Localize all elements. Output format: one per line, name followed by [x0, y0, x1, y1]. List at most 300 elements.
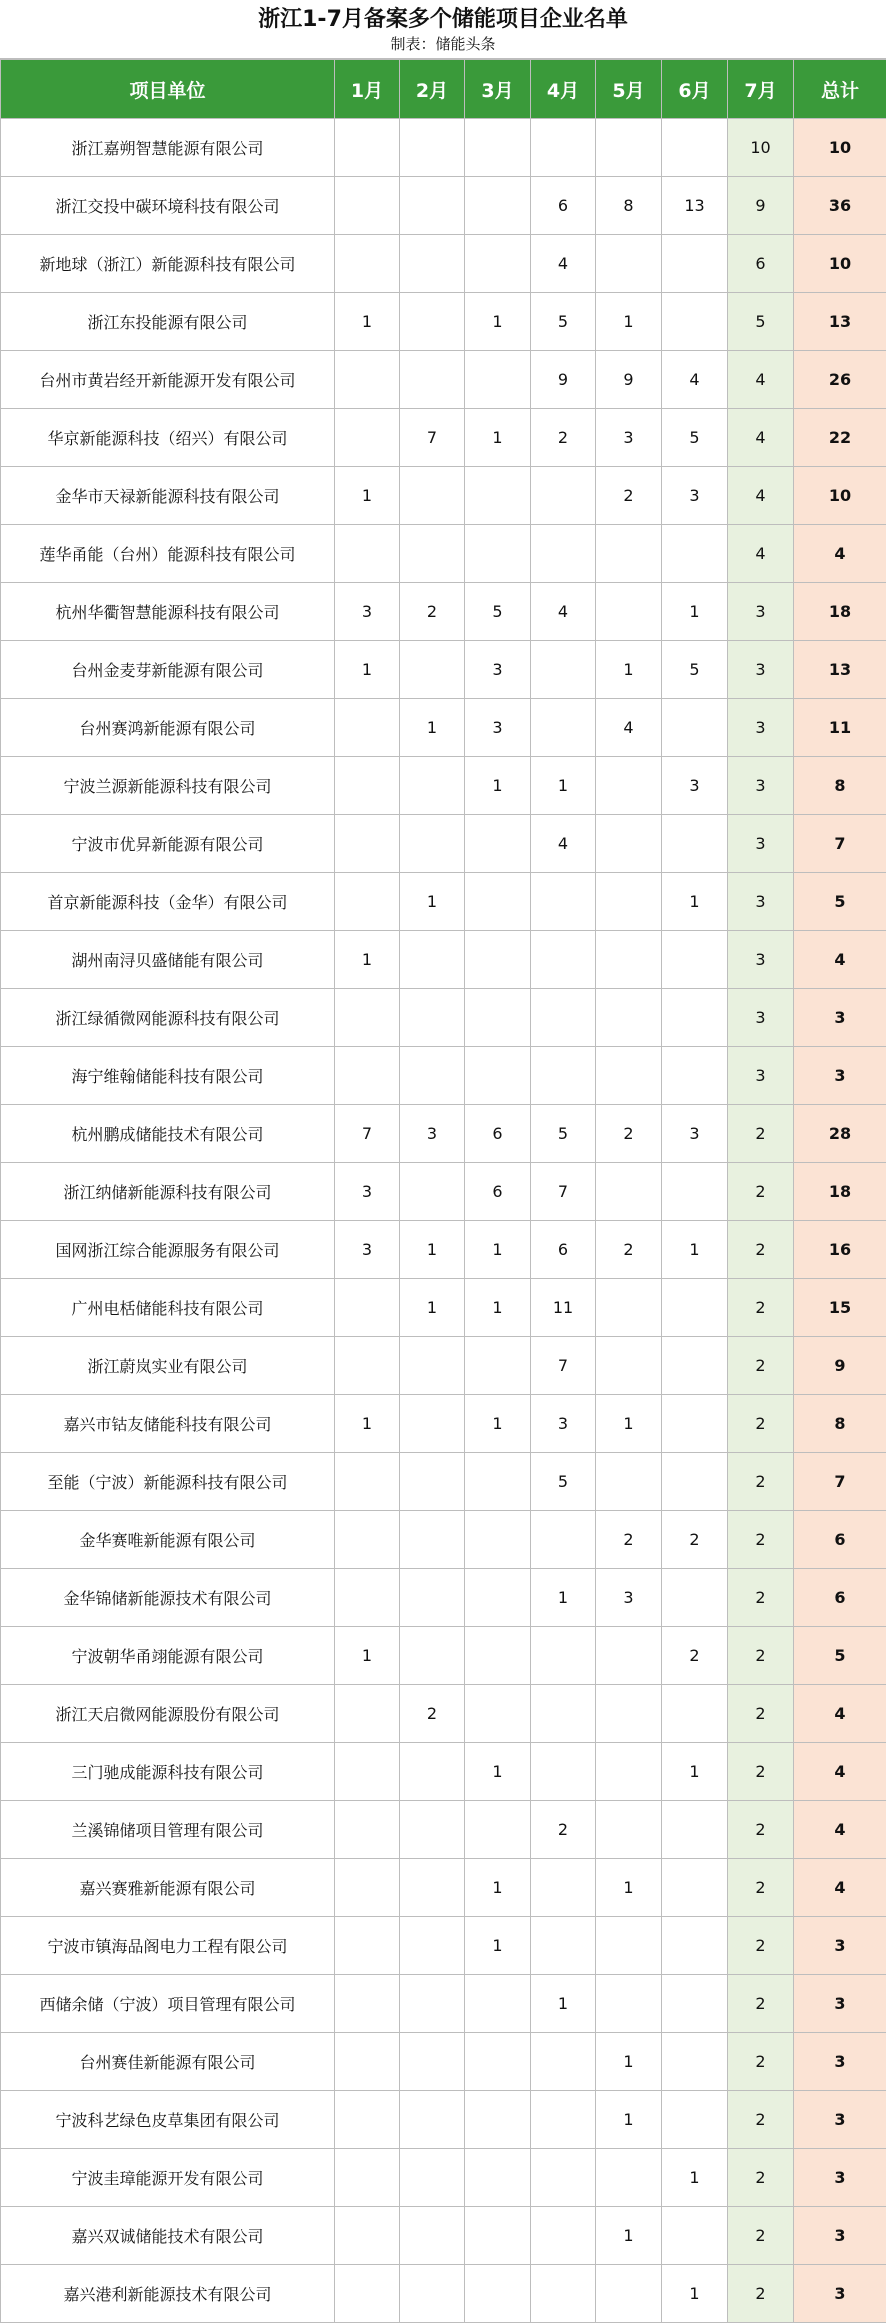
cell-jan: [335, 1337, 400, 1395]
cell-may: [596, 1337, 662, 1395]
cell-total: 4: [794, 1801, 886, 1859]
cell-jun: [662, 293, 728, 351]
cell-may: [596, 873, 662, 931]
cell-feb: 1: [400, 699, 465, 757]
cell-feb: [400, 931, 465, 989]
company-name-cell: 嘉兴市钴友储能科技有限公司: [1, 1395, 335, 1453]
cell-jan: [335, 2033, 400, 2091]
table-header-row: [1, 60, 886, 119]
table-row: [1, 2207, 886, 2265]
cell-may: [596, 1627, 662, 1685]
table-row: [1, 2149, 886, 2207]
cell-jul: 3: [728, 641, 794, 699]
cell-total: 3: [794, 2207, 886, 2265]
cell-feb: [400, 1337, 465, 1395]
cell-mar: [465, 989, 531, 1047]
cell-mar: 3: [465, 699, 531, 757]
cell-total: 4: [794, 1859, 886, 1917]
cell-mar: [465, 525, 531, 583]
cell-may: 1: [596, 641, 662, 699]
cell-jul: 3: [728, 815, 794, 873]
cell-total: 26: [794, 351, 886, 409]
cell-apr: 4: [531, 583, 596, 641]
cell-jun: [662, 525, 728, 583]
cell-jul: 4: [728, 467, 794, 525]
cell-apr: [531, 1685, 596, 1743]
cell-jul: 4: [728, 409, 794, 467]
cell-jan: 1: [335, 1395, 400, 1453]
cell-jan: [335, 873, 400, 931]
cell-jan: [335, 2149, 400, 2207]
cell-jun: 1: [662, 1743, 728, 1801]
cell-apr: 4: [531, 235, 596, 293]
cell-may: 2: [596, 467, 662, 525]
company-name-cell: 至能（宁波）新能源科技有限公司: [1, 1453, 335, 1511]
company-name-cell: 海宁维翰储能科技有限公司: [1, 1047, 335, 1105]
cell-may: 4: [596, 699, 662, 757]
cell-jan: [335, 1859, 400, 1917]
company-name-cell: 兰溪锦储项目管理有限公司: [1, 1801, 335, 1859]
cell-jun: 5: [662, 641, 728, 699]
cell-apr: 2: [531, 1801, 596, 1859]
cell-may: [596, 119, 662, 177]
cell-jun: [662, 1569, 728, 1627]
cell-mar: [465, 815, 531, 873]
cell-jul: 2: [728, 1859, 794, 1917]
cell-total: 3: [794, 1917, 886, 1975]
cell-jun: [662, 815, 728, 873]
cell-jan: [335, 177, 400, 235]
cell-mar: [465, 351, 531, 409]
cell-jun: [662, 1975, 728, 2033]
cell-apr: 3: [531, 1395, 596, 1453]
cell-may: [596, 1279, 662, 1337]
cell-jun: [662, 1859, 728, 1917]
cell-jul: 2: [728, 2149, 794, 2207]
cell-jan: [335, 1975, 400, 2033]
table-row: [1, 1337, 886, 1395]
cell-total: 8: [794, 1395, 886, 1453]
cell-feb: 2: [400, 583, 465, 641]
cell-jun: 1: [662, 2265, 728, 2323]
company-name-cell: 宁波兰源新能源科技有限公司: [1, 757, 335, 815]
company-name-cell: 金华市天禄新能源科技有限公司: [1, 467, 335, 525]
cell-jul: 3: [728, 931, 794, 989]
cell-mar: 5: [465, 583, 531, 641]
cell-apr: [531, 525, 596, 583]
cell-may: [596, 1047, 662, 1105]
company-name-cell: 华京新能源科技（绍兴）有限公司: [1, 409, 335, 467]
cell-feb: [400, 1801, 465, 1859]
cell-apr: [531, 931, 596, 989]
cell-jun: [662, 1453, 728, 1511]
column-header-feb: 2月: [400, 60, 465, 119]
cell-jan: 1: [335, 293, 400, 351]
cell-jul: 3: [728, 1047, 794, 1105]
cell-may: 9: [596, 351, 662, 409]
cell-mar: [465, 2207, 531, 2265]
table-row: [1, 467, 886, 525]
cell-mar: [465, 1801, 531, 1859]
cell-total: 5: [794, 873, 886, 931]
cell-jun: [662, 1047, 728, 1105]
cell-jun: [662, 2033, 728, 2091]
cell-jun: 1: [662, 873, 728, 931]
cell-total: 7: [794, 1453, 886, 1511]
column-header-mar: 3月: [465, 60, 531, 119]
cell-jan: [335, 757, 400, 815]
company-name-cell: 杭州华衢智慧能源科技有限公司: [1, 583, 335, 641]
cell-jan: [335, 815, 400, 873]
cell-mar: [465, 931, 531, 989]
table-row: [1, 1395, 886, 1453]
cell-feb: 1: [400, 1279, 465, 1337]
cell-mar: [465, 2149, 531, 2207]
cell-feb: [400, 467, 465, 525]
table-row: [1, 989, 886, 1047]
company-name-cell: 台州赛佳新能源有限公司: [1, 2033, 335, 2091]
cell-apr: [531, 1743, 596, 1801]
cell-jun: 4: [662, 351, 728, 409]
cell-jun: [662, 119, 728, 177]
cell-jul: 9: [728, 177, 794, 235]
cell-mar: 1: [465, 1917, 531, 1975]
cell-jan: [335, 2207, 400, 2265]
cell-jul: 4: [728, 525, 794, 583]
cell-jul: 2: [728, 1685, 794, 1743]
page-title: 浙江1-7月备案多个储能项目企业名单: [258, 7, 628, 32]
cell-apr: [531, 989, 596, 1047]
cell-jan: [335, 1047, 400, 1105]
cell-feb: [400, 2033, 465, 2091]
cell-mar: 1: [465, 1395, 531, 1453]
cell-jun: [662, 1917, 728, 1975]
cell-jun: [662, 699, 728, 757]
table-row: [1, 351, 886, 409]
cell-jul: 2: [728, 2091, 794, 2149]
cell-jan: [335, 1917, 400, 1975]
cell-jan: [335, 2265, 400, 2323]
cell-total: 4: [794, 1743, 886, 1801]
cell-total: 9: [794, 1337, 886, 1395]
cell-feb: [400, 1569, 465, 1627]
cell-jun: 13: [662, 177, 728, 235]
cell-apr: [531, 1859, 596, 1917]
company-name-cell: 首京新能源科技（金华）有限公司: [1, 873, 335, 931]
cell-jan: 1: [335, 641, 400, 699]
cell-apr: [531, 641, 596, 699]
cell-jun: [662, 1395, 728, 1453]
cell-may: 3: [596, 1569, 662, 1627]
cell-total: 15: [794, 1279, 886, 1337]
cell-mar: 3: [465, 641, 531, 699]
cell-jan: [335, 409, 400, 467]
cell-jun: [662, 1279, 728, 1337]
company-name-cell: 西储余储（宁波）项目管理有限公司: [1, 1975, 335, 2033]
cell-may: [596, 2149, 662, 2207]
cell-total: 13: [794, 293, 886, 351]
cell-feb: [400, 1975, 465, 2033]
cell-may: 1: [596, 293, 662, 351]
cell-total: 3: [794, 989, 886, 1047]
cell-jan: [335, 2091, 400, 2149]
company-name-cell: 湖州南浔贝盛储能有限公司: [1, 931, 335, 989]
table-row: [1, 757, 886, 815]
column-header-apr: 4月: [531, 60, 596, 119]
cell-apr: 5: [531, 1105, 596, 1163]
cell-may: 1: [596, 2207, 662, 2265]
cell-jan: [335, 235, 400, 293]
company-name-cell: 浙江天启微网能源股份有限公司: [1, 1685, 335, 1743]
cell-jun: 1: [662, 1221, 728, 1279]
cell-feb: [400, 525, 465, 583]
cell-feb: [400, 1395, 465, 1453]
company-name-cell: 台州市黄岩经开新能源开发有限公司: [1, 351, 335, 409]
cell-jun: 2: [662, 1511, 728, 1569]
cell-jul: 2: [728, 1163, 794, 1221]
column-header-jan: 1月: [335, 60, 400, 119]
table-row: [1, 1105, 886, 1163]
cell-apr: 1: [531, 1975, 596, 2033]
cell-total: 5: [794, 1627, 886, 1685]
cell-total: 3: [794, 2091, 886, 2149]
cell-apr: [531, 1511, 596, 1569]
company-name-cell: 嘉兴赛雅新能源有限公司: [1, 1859, 335, 1917]
cell-apr: [531, 2149, 596, 2207]
company-name-cell: 台州赛鸿新能源有限公司: [1, 699, 335, 757]
cell-may: [596, 1975, 662, 2033]
cell-may: 1: [596, 2091, 662, 2149]
company-name-cell: 广州电栝储能科技有限公司: [1, 1279, 335, 1337]
cell-jun: [662, 1685, 728, 1743]
cell-mar: [465, 177, 531, 235]
cell-jul: 3: [728, 873, 794, 931]
cell-jul: 2: [728, 1511, 794, 1569]
cell-jun: 3: [662, 467, 728, 525]
cell-feb: [400, 2149, 465, 2207]
cell-jul: 2: [728, 2207, 794, 2265]
cell-jul: 6: [728, 235, 794, 293]
cell-mar: [465, 1511, 531, 1569]
cell-feb: [400, 1917, 465, 1975]
cell-feb: [400, 641, 465, 699]
table-row: [1, 2091, 886, 2149]
cell-jul: 10: [728, 119, 794, 177]
company-name-cell: 杭州鹏成储能技术有限公司: [1, 1105, 335, 1163]
cell-apr: 4: [531, 815, 596, 873]
cell-apr: 5: [531, 293, 596, 351]
cell-apr: 1: [531, 1569, 596, 1627]
cell-jun: [662, 2207, 728, 2265]
cell-jan: [335, 699, 400, 757]
cell-jan: 1: [335, 467, 400, 525]
cell-jan: 3: [335, 1221, 400, 1279]
cell-feb: 1: [400, 1221, 465, 1279]
cell-jul: 5: [728, 293, 794, 351]
column-header-may: 5月: [596, 60, 662, 119]
cell-feb: [400, 1163, 465, 1221]
cell-total: 16: [794, 1221, 886, 1279]
cell-jan: [335, 1279, 400, 1337]
cell-jan: 3: [335, 583, 400, 641]
cell-feb: [400, 757, 465, 815]
cell-jun: 2: [662, 1627, 728, 1685]
cell-jun: [662, 235, 728, 293]
cell-jan: [335, 1569, 400, 1627]
cell-jun: 1: [662, 2149, 728, 2207]
cell-feb: [400, 1453, 465, 1511]
cell-jun: [662, 931, 728, 989]
cell-apr: 7: [531, 1163, 596, 1221]
cell-feb: [400, 235, 465, 293]
table-row: [1, 1975, 886, 2033]
table-body: [1, 119, 886, 2323]
page-subtitle: 制表：储能头条: [390, 35, 496, 53]
cell-mar: [465, 235, 531, 293]
cell-may: [596, 1743, 662, 1801]
cell-feb: [400, 2265, 465, 2323]
cell-total: 18: [794, 1163, 886, 1221]
cell-may: [596, 583, 662, 641]
cell-total: 6: [794, 1511, 886, 1569]
cell-may: [596, 1163, 662, 1221]
cell-jul: 2: [728, 1105, 794, 1163]
cell-apr: [531, 699, 596, 757]
cell-apr: [531, 2265, 596, 2323]
cell-mar: 1: [465, 757, 531, 815]
cell-mar: [465, 2033, 531, 2091]
cell-jul: 2: [728, 1917, 794, 1975]
cell-mar: [465, 1337, 531, 1395]
cell-total: 36: [794, 177, 886, 235]
cell-jul: 3: [728, 757, 794, 815]
company-name-cell: 宁波市优昇新能源有限公司: [1, 815, 335, 873]
cell-mar: 6: [465, 1105, 531, 1163]
cell-mar: 1: [465, 1743, 531, 1801]
cell-total: 3: [794, 1047, 886, 1105]
cell-apr: [531, 1917, 596, 1975]
table-row: [1, 1511, 886, 1569]
cell-mar: 1: [465, 1859, 531, 1917]
cell-may: [596, 525, 662, 583]
cell-apr: [531, 119, 596, 177]
cell-mar: [465, 1453, 531, 1511]
cell-total: 10: [794, 119, 886, 177]
company-table: [0, 59, 886, 2323]
cell-jan: [335, 1743, 400, 1801]
table-row: [1, 1685, 886, 1743]
cell-may: [596, 931, 662, 989]
table-row: [1, 2265, 886, 2323]
company-name-cell: 浙江蔚岚实业有限公司: [1, 1337, 335, 1395]
cell-mar: 1: [465, 293, 531, 351]
company-name-cell: 宁波朝华甬翊能源有限公司: [1, 1627, 335, 1685]
cell-feb: [400, 1859, 465, 1917]
table-row: [1, 1569, 886, 1627]
cell-may: [596, 1453, 662, 1511]
table-row: [1, 525, 886, 583]
cell-may: [596, 2265, 662, 2323]
cell-feb: [400, 1511, 465, 1569]
cell-jan: 1: [335, 1627, 400, 1685]
cell-mar: [465, 1569, 531, 1627]
cell-mar: 1: [465, 1279, 531, 1337]
cell-jul: 2: [728, 1337, 794, 1395]
table-row: [1, 409, 886, 467]
cell-may: 1: [596, 2033, 662, 2091]
cell-jun: [662, 1163, 728, 1221]
cell-total: 3: [794, 2265, 886, 2323]
cell-feb: [400, 1627, 465, 1685]
cell-may: 8: [596, 177, 662, 235]
cell-may: 2: [596, 1511, 662, 1569]
cell-jan: 1: [335, 931, 400, 989]
cell-jun: [662, 1801, 728, 1859]
cell-jul: 4: [728, 351, 794, 409]
cell-feb: [400, 351, 465, 409]
cell-apr: 7: [531, 1337, 596, 1395]
cell-apr: [531, 467, 596, 525]
cell-jul: 2: [728, 2265, 794, 2323]
cell-feb: [400, 293, 465, 351]
table-row: [1, 235, 886, 293]
table-row: [1, 873, 886, 931]
company-name-cell: 浙江绿循微网能源科技有限公司: [1, 989, 335, 1047]
company-name-cell: 三门驰成能源科技有限公司: [1, 1743, 335, 1801]
cell-jun: [662, 989, 728, 1047]
cell-jan: [335, 1511, 400, 1569]
company-name-cell: 新地球（浙江）新能源科技有限公司: [1, 235, 335, 293]
cell-feb: [400, 2091, 465, 2149]
cell-apr: [531, 2091, 596, 2149]
cell-jul: 2: [728, 1453, 794, 1511]
table-row: [1, 1453, 886, 1511]
table-row: [1, 1917, 886, 1975]
cell-apr: 2: [531, 409, 596, 467]
table-row: [1, 641, 886, 699]
cell-jun: [662, 2091, 728, 2149]
cell-jan: [335, 525, 400, 583]
cell-feb: 3: [400, 1105, 465, 1163]
cell-total: 10: [794, 467, 886, 525]
cell-mar: [465, 1685, 531, 1743]
column-header-jul: 7月: [728, 60, 794, 119]
cell-jun: 1: [662, 583, 728, 641]
company-name-cell: 浙江交投中碳环境科技有限公司: [1, 177, 335, 235]
cell-may: [596, 1917, 662, 1975]
cell-feb: 7: [400, 409, 465, 467]
cell-total: 11: [794, 699, 886, 757]
cell-total: 18: [794, 583, 886, 641]
cell-apr: [531, 1047, 596, 1105]
cell-may: [596, 235, 662, 293]
cell-jan: [335, 1453, 400, 1511]
cell-total: 7: [794, 815, 886, 873]
column-header-jun: 6月: [662, 60, 728, 119]
table-row: [1, 119, 886, 177]
table-row: [1, 1859, 886, 1917]
cell-jul: 2: [728, 1743, 794, 1801]
company-name-cell: 莲华甬能（台州）能源科技有限公司: [1, 525, 335, 583]
cell-apr: [531, 2207, 596, 2265]
cell-apr: [531, 873, 596, 931]
column-header-total: 总计: [794, 60, 886, 119]
table-row: [1, 1221, 886, 1279]
cell-total: 22: [794, 409, 886, 467]
cell-feb: [400, 2207, 465, 2265]
cell-may: 1: [596, 1395, 662, 1453]
cell-feb: 2: [400, 1685, 465, 1743]
